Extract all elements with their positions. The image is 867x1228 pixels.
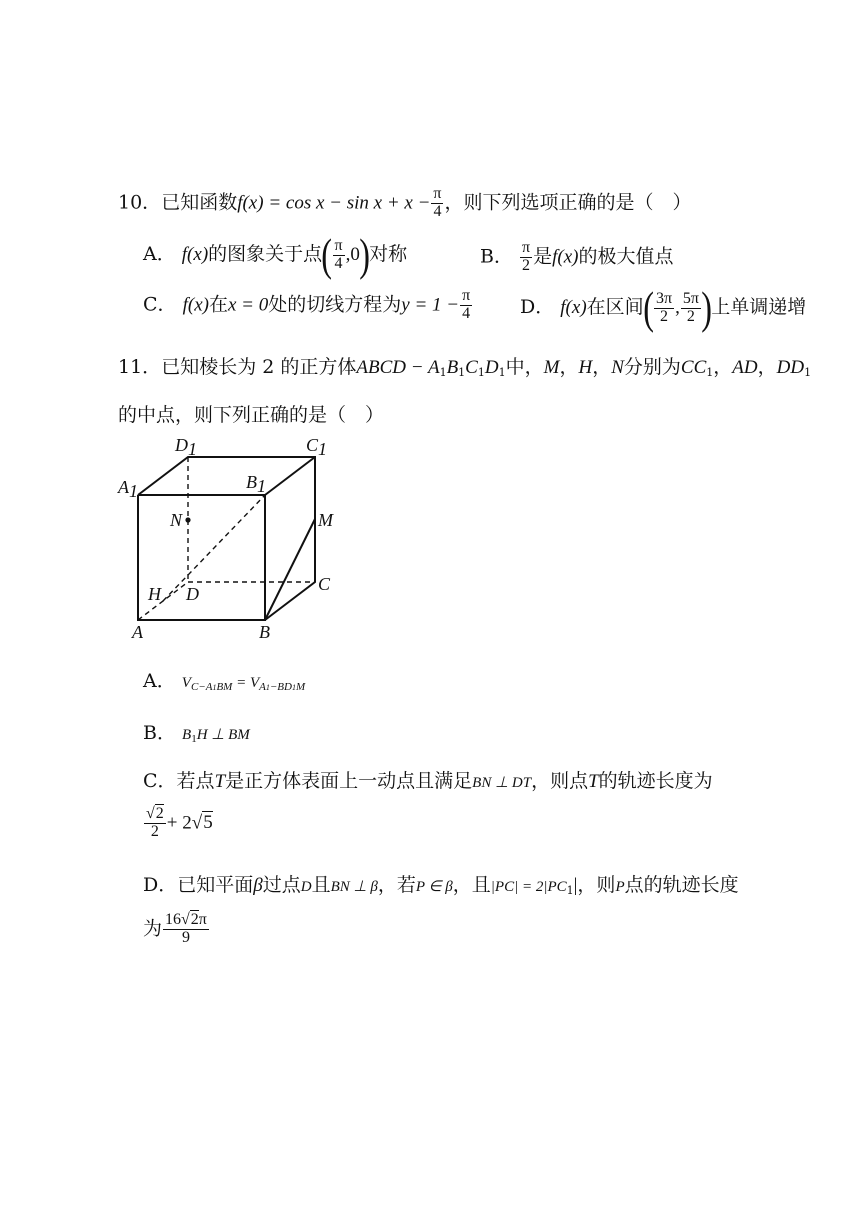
point-n [185,517,190,522]
label-c1: C1 [306,435,328,459]
label-h: H [148,584,161,604]
label-b1: B1 [246,472,266,496]
q11-option-a: A． $V_{C-A1BM} = V_{A1-BD1M}$ [143,670,306,693]
label-c: C [318,574,331,594]
label-m: M [318,510,333,530]
q10-option-d: D． f(x)在区间( $\frac{3\pi}{2}$ , $\frac{5\pi}{2}$ )上单调递增 [520,282,807,333]
q11-stem-line1: 11．已知棱长为 2 的正方体ABCD − $A_1B_1C_1D_1$中，M，H，N分别为$CC_1$，AD，$DD_1$ [118,356,812,379]
q10-option-b: B． $\frac{\pi}{2}$ 是f(x)的极大值点 [480,239,674,274]
label-d1: D1 [175,435,197,459]
q11-stem-line2: 的中点，则下列正确的是（ ） [118,404,385,426]
q10-option-a: A． f(x)的图象关于点( $\frac{\pi}{4}$ ,0)对称 [143,229,408,280]
q11-option-c: C．若点T是正方体表面上一动点且满足BN ⊥ DT，则点T的轨迹长度为 [143,770,713,792]
segment-bm [265,519,315,620]
q10-option-c: C． f(x)在x = 0处的切线方程为y = 1 − $\frac{\pi}{4}$ [143,287,471,322]
q10-number: 10． [118,191,162,214]
q11-number: 11． [118,356,162,378]
q11-option-b: B． $B_1H$ ⊥ BM [143,722,250,745]
label-n: N [170,510,183,530]
cube-figure [110,430,350,650]
q10-stem: 10．已知函数f(x) = cos x − sin x + x − $\frac{\pi}{4}$ ，则下列选项正确的是（ ） [118,185,692,220]
label-b: B [259,622,270,642]
q11-option-d: D．已知平面β过点D且BN ⊥ β，若P ∈ β，且$|PC| = 2|PC_1|$，则P点的轨迹长度 [143,874,739,897]
q11-option-c-answer: $\frac{√2}{2}$ + 2√5 [146,805,213,840]
cube-edge-b1c1 [265,457,315,495]
q11-option-d-answer: 为 $\frac{16√2\pi}{9}$ [143,911,207,946]
label-d: D [186,584,199,604]
cube-edge-top-back [138,457,315,620]
label-a1: A1 [118,477,138,501]
label-a: A [132,622,143,642]
q10-function: f(x) = cos x − sin x + x − [237,192,431,214]
